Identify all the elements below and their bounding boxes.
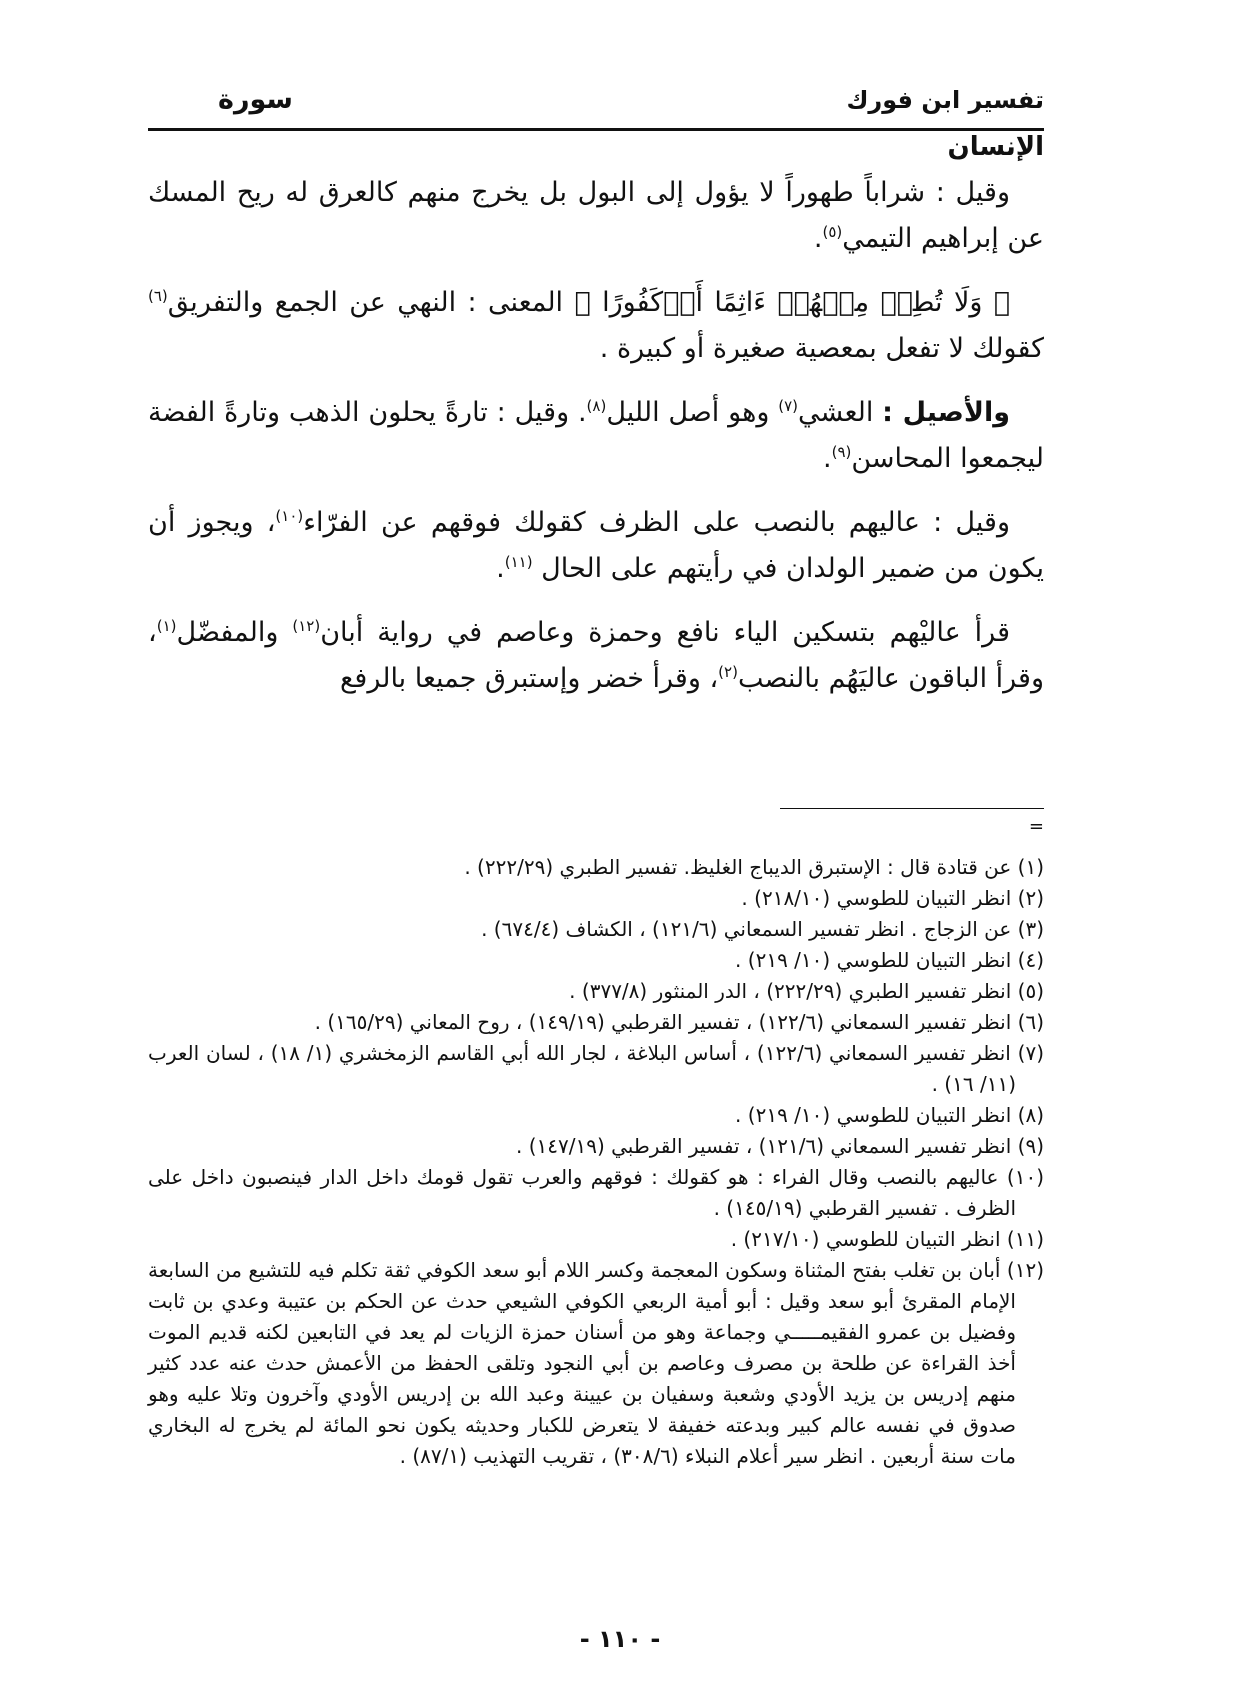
footnotes xyxy=(148,852,1044,1472)
quran-verse: ﴿ وَلَا تُطِعۡ مِنۡهُمۡ ءَاثِمًا أَوۡكَفُورًا ﴾ xyxy=(574,287,1010,318)
footnote-ref: (١٠) xyxy=(275,507,304,525)
footnote-8: (٨) انظر التبيان للطوسي (١٠/ ٢١٩) . xyxy=(735,1103,1044,1127)
p1-text: وقيل : شراباً طهوراً لا يؤول إلى البول بل يخرج منهم كالعرق له ريح المسك عن إبراهيم التيمي xyxy=(148,177,1044,254)
footnote-ref: (١٢) xyxy=(292,617,321,635)
page-number: - ١١٠ - xyxy=(579,1625,661,1653)
p4-a: وقيل : عاليهم بالنصب على الظرف كقولك فوقهم عن الفرّاء xyxy=(303,507,1010,538)
footnote-4: (٤) انظر التبيان للطوسي (١٠/ ٢١٩) . xyxy=(735,948,1044,972)
main-text xyxy=(148,170,1044,720)
p3-c: . وقيل : تارةً يحلون الذهب وتارةً الفضة ليجمعوا المحاسن xyxy=(148,397,1044,474)
footnote-10: (١٠) عاليهم بالنصب وقال الفراء : هو كقولك : فوقهم والعرب تقول قومك داخل الدار فينصبون داخل على الظرف . تفسير القرطبي (١٤٥/١٩) . xyxy=(148,1165,1044,1220)
paragraph-2 xyxy=(148,280,1044,372)
footnote-7: (٧) انظر تفسير السمعاني (١٢٢/٦) ، أساس البلاغة ، لجار الله أبي القاسم الزمخشري (١/ ١٨) ، لسان العرب (١١/ ١٦) . xyxy=(148,1041,1044,1096)
surah-label: سورة xyxy=(218,84,293,115)
footnote-12: (١٢) أبان بن تغلب بفتح المثناة وسكون المعجمة وكسر اللام أبو سعد الكوفي ثقة تكلم فيه للتشيع من السابعة الإمام المقرئ أبو سعد وقيل : أبو أمية الربعي الكوفي الشيعي حدث عن الحكم بن عتيبة وعدي بن ثابت وفضيل بن عمرو الفقيمـــــي وجماعة وهو من أسنان حمزة الزيات لم يعد في التابعين لكنه قديم الموت أخذ القراءة عن طلحة بن مصرف وعاصم بن أبي النجود وتلقى الحفظ من الأعمش حدث عنه عدد كثير منهم إدريس بن يزيد الأودي وشعبة وسفيان بن عيينة وعبد الله بن إدريس الأودي وآخرون وتلا عليه وهو صدوق في نفسه عالم كبير وبدعته خفيفة لا يتعرض للكبار وحديثه يكون نحو المائة لم يخرج له البخاري مات سنة أربعين . انظر سير أعلام النبلاء (٣٠٨/٦) ، تقريب التهذيب (٨٧/١) . xyxy=(148,1258,1044,1468)
p3-end: . xyxy=(822,443,832,474)
p5-a: قرأ عاليْهم بتسكين الياء نافع وحمزة وعاصم في رواية أبان xyxy=(320,617,1010,648)
footnote-ref: (١) xyxy=(156,617,177,635)
footnote-3: (٣) عن الزجاج . انظر تفسير السمعاني (١٢١/٦) ، الكشاف (٦٧٤/٤) . xyxy=(481,917,1044,941)
p3-a: العشي xyxy=(797,397,883,428)
p5-c: ، وقرأ الباقون عاليَهُم بالنصب xyxy=(148,617,1044,694)
footnote-1: (١) عن قتادة قال : الإستبرق الديباج الغليظ. تفسير الطبري (٢٢٢/٢٩) . xyxy=(464,855,1044,879)
footnote-ref: (١١) xyxy=(504,553,533,571)
paragraph-4 xyxy=(148,500,1044,592)
footnote-continuation-mark: = xyxy=(1028,816,1044,837)
paragraph-1 xyxy=(148,170,1044,262)
surah-name: الإنسان xyxy=(947,132,1044,162)
footnote-2: (٢) انظر التبيان للطوسي (٢١٨/١٠) . xyxy=(741,886,1044,910)
p3-b: وهو أصل الليل xyxy=(606,397,779,428)
book-title: تفسير ابن فورك xyxy=(846,86,1044,114)
p4-end: . xyxy=(496,553,505,584)
paragraph-5 xyxy=(148,610,1044,702)
footnote-ref: (٢) xyxy=(718,663,738,681)
p5-d: ، وقرأ خضر وإستبرق جميعا بالرفع xyxy=(340,663,719,694)
p5-b: والمفضّل xyxy=(176,617,293,648)
footnote-ref: (٦) xyxy=(148,287,168,305)
footnote-6: (٦) انظر تفسير السمعاني (١٢٢/٦) ، تفسير القرطبي (١٤٩/١٩) ، روح المعاني (١٦٥/٢٩) . xyxy=(314,1010,1044,1034)
footnote-separator xyxy=(780,808,1044,809)
running-header xyxy=(148,84,1044,131)
p2-cont: كقولك لا تفعل بمعصية صغيرة أو كبيرة . xyxy=(599,333,1044,364)
p2-text: المعنى : النهي عن الجمع والتفريق xyxy=(167,287,575,318)
footnote-ref: (٩) xyxy=(831,443,852,461)
footnote-ref: (٨) xyxy=(586,397,607,415)
p4-b: ، ويجوز أن يكون من ضمير الولدان في رأيتهم على الحال xyxy=(148,507,1044,584)
paragraph-3 xyxy=(148,390,1044,482)
footnote-ref: (٥) xyxy=(822,223,843,241)
term-aseel: والأصيل : xyxy=(882,397,1010,428)
p1-end: . xyxy=(813,223,823,254)
footnote-ref: (٧) xyxy=(778,397,798,415)
footnote-11: (١١) انظر التبيان للطوسي (٢١٧/١٠) . xyxy=(730,1227,1044,1251)
footnote-9: (٩) انظر تفسير السمعاني (١٢١/٦) ، تفسير القرطبي (١٤٧/١٩) . xyxy=(515,1134,1044,1158)
footnote-5: (٥) انظر تفسير الطبري (٢٢٢/٢٩) ، الدر المنثور (٣٧٧/٨) . xyxy=(569,979,1044,1003)
